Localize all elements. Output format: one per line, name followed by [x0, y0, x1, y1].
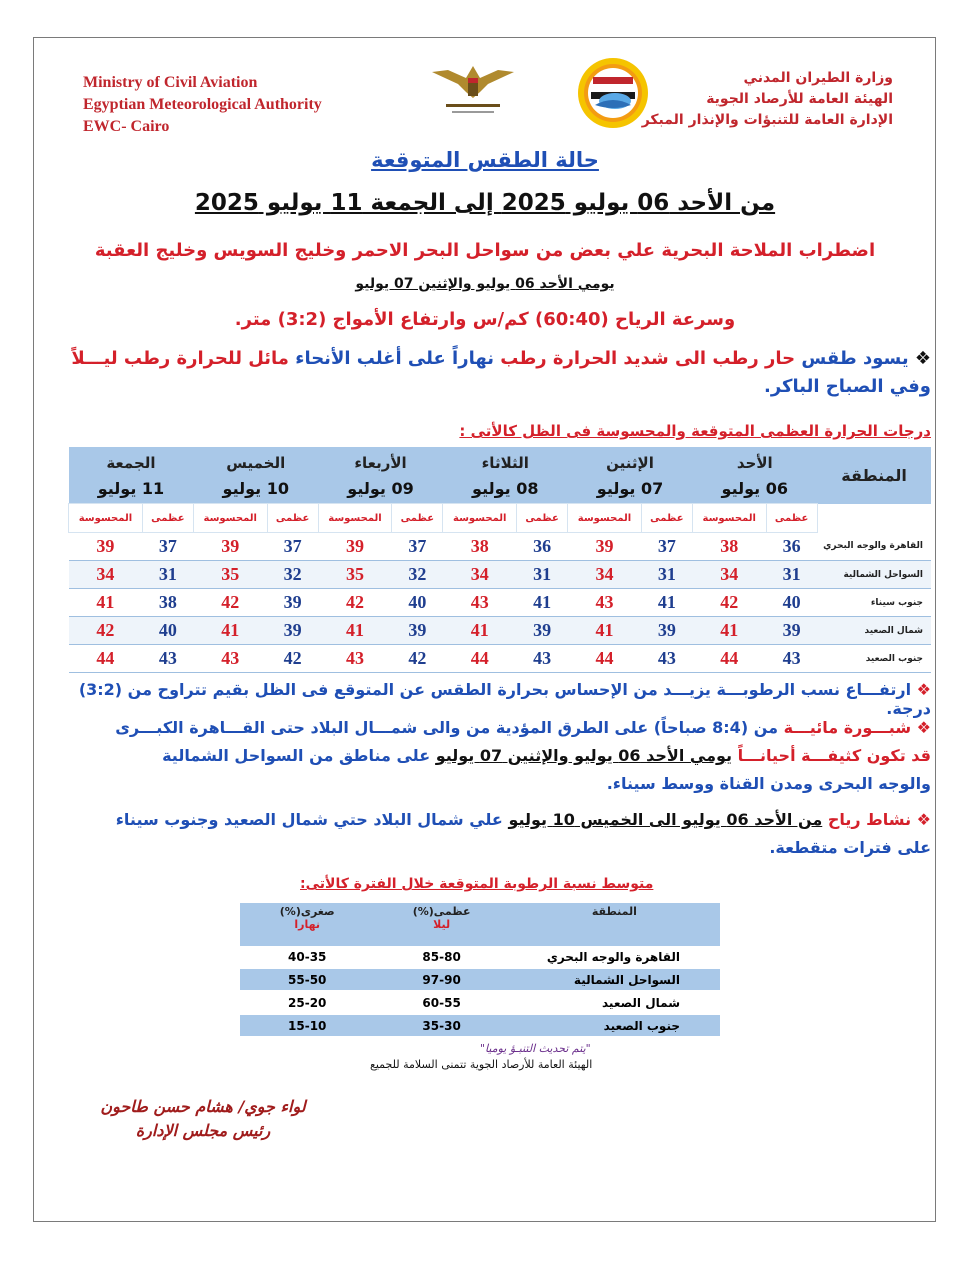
feel-label: المحسوسة — [318, 504, 392, 533]
max-temp: 31 — [517, 561, 568, 589]
region-header: المنطقة — [817, 447, 931, 504]
feel-temp: 39 — [318, 533, 392, 561]
signer-name: لواء جوي/ هشام حسن طاحون — [100, 1097, 306, 1116]
english-header — [83, 72, 322, 138]
feel-temp: 42 — [193, 589, 267, 617]
table-row — [240, 991, 720, 1014]
max-temp: 39 — [517, 617, 568, 645]
table-row — [240, 1014, 720, 1037]
max-temp: 37 — [267, 533, 318, 561]
arabic-header — [642, 68, 893, 131]
day-header — [69, 447, 194, 504]
feel-temp: 43 — [318, 645, 392, 673]
day-name: الثلاثاء — [481, 454, 529, 472]
col-max — [374, 903, 508, 946]
marine-wind: وسرعة الرياح (60:40) كم/س وارتفاع الأمواج (3:2) متر. — [234, 309, 736, 330]
max-temp: 39 — [392, 617, 443, 645]
feel-temp: 43 — [568, 589, 642, 617]
max-temp: 32 — [392, 561, 443, 589]
feel-temp: 39 — [193, 533, 267, 561]
max-temp: 39 — [267, 617, 318, 645]
update-note: "يتم تحديث التنبـؤ يوميا" — [480, 1042, 591, 1055]
feel-temp: 44 — [692, 645, 766, 673]
gen-e: وفي الصباح الباكر. — [763, 376, 931, 397]
feel-temp: 38 — [443, 533, 517, 561]
feel-temp: 44 — [568, 645, 642, 673]
max-temp: 36 — [517, 533, 568, 561]
en-line-authority: Egyptian Meteorological Authority — [83, 96, 322, 113]
feel-label: المحسوسة — [692, 504, 766, 533]
wind-d: على فترات متقطعة. — [769, 838, 931, 857]
day-name: الأربعاء — [354, 454, 407, 472]
max-temp: 43 — [142, 645, 193, 673]
humidity-region: جنوب الصعيد — [509, 1014, 720, 1037]
day-header — [443, 447, 568, 504]
max-temp: 31 — [142, 561, 193, 589]
max-temp: 43 — [517, 645, 568, 673]
day-name: الخميس — [226, 454, 286, 472]
note-humidity — [61, 680, 931, 718]
feel-temp: 39 — [568, 533, 642, 561]
feel-temp: 44 — [69, 645, 143, 673]
feel-temp: 41 — [69, 589, 143, 617]
max-temp: 40 — [766, 589, 817, 617]
feel-temp: 35 — [318, 561, 392, 589]
note-fog — [61, 714, 931, 798]
table-row — [69, 589, 932, 617]
max-label: عظمى — [267, 504, 318, 533]
feel-temp: 41 — [568, 617, 642, 645]
wind-b: من الأحد 06 يوليو الى الخميس 10 يوليو — [508, 810, 823, 829]
humidity-max: 85-80 — [374, 946, 508, 968]
gen-c: نهاراً على أغلب الأنحاء — [295, 348, 494, 369]
table-row — [69, 561, 932, 589]
wind-a: نشاط رياح — [827, 810, 912, 829]
max-temp: 41 — [641, 589, 692, 617]
humidity-min: 25-20 — [240, 991, 374, 1014]
feel-temp: 34 — [568, 561, 642, 589]
feel-temp: 41 — [443, 617, 517, 645]
max-temp: 43 — [766, 645, 817, 673]
max-label: عظمى — [142, 504, 193, 533]
day-header — [193, 447, 318, 504]
feel-temp: 44 — [443, 645, 517, 673]
max-label: عظمى — [392, 504, 443, 533]
table-row — [240, 968, 720, 991]
max-temp: 37 — [142, 533, 193, 561]
marine-days — [40, 276, 930, 292]
max-temp: 40 — [392, 589, 443, 617]
max-temp: 39 — [267, 589, 318, 617]
note-wind — [61, 806, 931, 862]
max-temp: 40 — [142, 617, 193, 645]
humidity-header-row — [240, 903, 720, 946]
feel-temp: 43 — [443, 589, 517, 617]
max-label: عظمى — [641, 504, 692, 533]
temperature-table — [68, 447, 931, 673]
ar-line-ministry: وزارة الطيران المدني — [743, 70, 893, 86]
general-weather — [61, 345, 931, 401]
feel-label: المحسوسة — [443, 504, 517, 533]
feel-temp: 34 — [69, 561, 143, 589]
feel-temp: 41 — [692, 617, 766, 645]
temps-heading: درجات الحرارة العظمى المتوقعة والمحسوسة فى الظل كالأتى : — [459, 422, 931, 440]
fog-b: من (8:4 صباحاً) على الطرق المؤدية من والى شمـــال البلاد حتى القـــاهرة الكبـــرى — [115, 718, 778, 737]
max-temp: 31 — [766, 561, 817, 589]
max-temp: 36 — [766, 533, 817, 561]
gen-a: يسود طقس — [801, 348, 909, 369]
col-min-label: صغرى(%) — [279, 905, 335, 918]
max-temp: 38 — [142, 589, 193, 617]
max-temp: 37 — [641, 533, 692, 561]
table-row — [69, 533, 932, 561]
feel-temp: 42 — [318, 589, 392, 617]
safety-wish: الهيئة العامة للأرصاد الجوية تتمنى السلامة للجميع — [370, 1058, 593, 1071]
marine-days-text: يومي الأحد 06 يوليو والإثنين 07 يوليو — [355, 276, 615, 292]
max-temp: 42 — [392, 645, 443, 673]
day-date: 07 يوليو — [596, 479, 664, 498]
col-min — [240, 903, 374, 946]
humidity-max: 97-90 — [374, 968, 508, 991]
signature-block — [98, 1095, 308, 1143]
max-temp: 32 — [267, 561, 318, 589]
feel-label: المحسوسة — [69, 504, 143, 533]
en-line-center: EWC- Cairo — [83, 118, 170, 135]
feel-temp: 39 — [69, 533, 143, 561]
feel-temp: 42 — [692, 589, 766, 617]
max-label: عظمى — [766, 504, 817, 533]
day-date: 08 يوليو — [472, 479, 539, 498]
en-line-ministry: Ministry of Civil Aviation — [83, 74, 258, 91]
day-date: 10 يوليو — [222, 479, 289, 498]
region-name: شمال الصعيد — [817, 617, 931, 645]
max-temp: 31 — [641, 561, 692, 589]
day-header — [692, 447, 817, 504]
col-min-sub: نهارا — [294, 918, 321, 931]
temps-header-row — [69, 447, 932, 504]
table-row — [69, 645, 932, 673]
humidity-min: 15-10 — [240, 1014, 374, 1037]
col-max-sub: ليلا — [433, 918, 451, 931]
region-name: جنوب سيناء — [817, 589, 931, 617]
marine-warning: اضطراب الملاحة البحرية علي بعض من سواحل البحر الاحمر وخليج السويس وخليج العقبة — [94, 240, 876, 261]
signer-role: رئيس مجلس الإدارة — [135, 1121, 271, 1140]
feel-temp: 34 — [692, 561, 766, 589]
humidity-max: 35-30 — [374, 1014, 508, 1037]
day-date: 06 يوليو — [721, 479, 788, 498]
bullet-icon: ❖ — [911, 718, 931, 737]
day-header — [568, 447, 693, 504]
civil-aviation-logo — [428, 58, 518, 120]
bullet-icon: ❖ — [911, 810, 931, 829]
humidity-min: 40-35 — [240, 946, 374, 968]
humidity-min: 55-50 — [240, 968, 374, 991]
feel-temp: 43 — [193, 645, 267, 673]
col-region: المنطقة — [509, 903, 720, 946]
blank-cell — [817, 504, 931, 533]
day-name: الإثنين — [606, 454, 654, 472]
humidity-heading: متوسط نسبة الرطوبة المتوقعة خلال الفترة كالأتى: — [300, 876, 654, 892]
day-date: 09 يوليو — [347, 479, 414, 498]
gen-d: مائل للحرارة رطب ليـــلاً — [71, 348, 289, 369]
feel-temp: 42 — [69, 617, 143, 645]
wind-c: علي شمال البلاد حتي شمال الصعيد وجنوب سيناء — [115, 810, 503, 829]
feel-temp: 41 — [193, 617, 267, 645]
ema-logo — [575, 55, 651, 131]
bullet-icon: ❖ — [908, 348, 931, 369]
humidity-region: السواحل الشمالية — [509, 968, 720, 991]
col-max-label: عظمى(%) — [412, 905, 471, 918]
humidity-max: 60-55 — [374, 991, 508, 1014]
max-label: عظمى — [517, 504, 568, 533]
gen-b: حار رطب الى شديد الحرارة رطب — [500, 348, 796, 369]
bullet-icon: ❖ — [911, 680, 931, 699]
fog-e: على مناطق من السواحل الشمالية — [162, 746, 431, 765]
day-name: الجمعة — [106, 454, 156, 472]
ar-line-center: الإدارة العامة للتنبؤات والإنذار المبكر — [641, 112, 893, 128]
region-name: القاهرة والوجه البحري — [817, 533, 931, 561]
day-date: 11 يوليو — [97, 479, 165, 498]
max-temp: 39 — [766, 617, 817, 645]
max-temp: 39 — [641, 617, 692, 645]
fog-c: قد تكون كثيفـــة أحيانـــاً — [737, 746, 931, 765]
feel-label: المحسوسة — [568, 504, 642, 533]
page-title — [40, 148, 930, 172]
fog-d: يومي الأحد 06 يوليو والإثنين 07 يوليو — [435, 746, 733, 765]
day-name: الأحد — [736, 454, 773, 472]
fog-a: شبـــورة مائيـــة — [783, 718, 912, 737]
note-humidity-text: ارتفـــاع نسب الرطوبـــة يزيـــد من الإحساس بحرارة الطقس عن المتوقع فى الظل بقيم تتراوح من (3:2) درجة. — [78, 680, 931, 718]
table-row — [240, 946, 720, 968]
max-temp: 37 — [392, 533, 443, 561]
feel-label: المحسوسة — [193, 504, 267, 533]
feel-temp: 41 — [318, 617, 392, 645]
region-name: السواحل الشمالية — [817, 561, 931, 589]
period-text: من الأحد 06 يوليو 2025 إلى الجمعة 11 يوليو 2025 — [194, 190, 776, 216]
temps-subheader-row — [69, 504, 932, 533]
feel-temp: 34 — [443, 561, 517, 589]
period-title — [40, 190, 930, 216]
humidity-region: القاهرة والوجه البحري — [509, 946, 720, 968]
fog-f: والوجه البحرى ومدن القناة ووسط سيناء. — [606, 774, 931, 793]
max-temp: 41 — [517, 589, 568, 617]
day-header — [318, 447, 443, 504]
max-temp: 42 — [267, 645, 318, 673]
region-name: جنوب الصعيد — [817, 645, 931, 673]
humidity-table — [240, 903, 720, 1038]
ar-line-authority: الهيئة العامة للأرصاد الجوية — [706, 91, 893, 107]
feel-temp: 38 — [692, 533, 766, 561]
humidity-region: شمال الصعيد — [509, 991, 720, 1014]
table-row — [69, 617, 932, 645]
title-text: حالة الطقس المتوقعة — [371, 148, 599, 172]
max-temp: 43 — [641, 645, 692, 673]
feel-temp: 35 — [193, 561, 267, 589]
